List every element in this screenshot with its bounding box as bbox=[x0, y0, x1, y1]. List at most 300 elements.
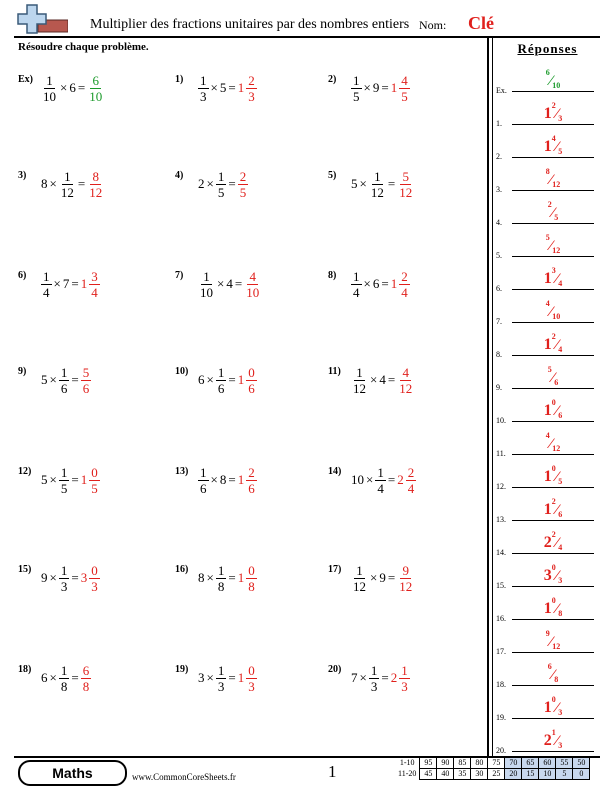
problem-number: 20) bbox=[328, 664, 342, 675]
number: 6 bbox=[69, 80, 76, 95]
numerator: 4 bbox=[249, 268, 256, 284]
problem-expression bbox=[197, 365, 258, 396]
answer-key-row bbox=[494, 427, 600, 460]
score-cell: 75 bbox=[488, 758, 505, 769]
fraction-slash: ⁄ bbox=[555, 700, 559, 716]
denominator: 10 bbox=[246, 284, 260, 300]
numerator: 2 bbox=[401, 268, 408, 284]
numerator: 8 bbox=[545, 167, 550, 176]
numerator: 4 bbox=[551, 134, 556, 143]
problem-expression bbox=[350, 663, 411, 694]
numerator: 6 bbox=[547, 662, 552, 671]
number: 9 bbox=[41, 570, 48, 585]
fraction bbox=[244, 269, 261, 300]
numerator: 1 bbox=[551, 728, 556, 737]
problem-expression bbox=[197, 269, 262, 300]
numerator: 2 bbox=[551, 332, 556, 341]
problem bbox=[328, 154, 415, 214]
numerator: 1 bbox=[60, 364, 68, 380]
problem-expression bbox=[40, 73, 105, 104]
times-sign: × bbox=[49, 372, 57, 387]
fraction bbox=[406, 465, 417, 496]
denominator: 12 bbox=[60, 184, 74, 200]
equals-sign: = bbox=[228, 80, 236, 95]
fraction bbox=[375, 465, 386, 496]
header-divider bbox=[14, 36, 600, 38]
fraction-slash: ⁄ bbox=[549, 436, 553, 452]
times-sign: × bbox=[370, 570, 378, 585]
numerator: 5 bbox=[402, 168, 409, 184]
problem-expression bbox=[350, 365, 415, 396]
denominator: 6 bbox=[60, 380, 68, 396]
fraction-slash: ⁄ bbox=[549, 172, 553, 188]
times-sign: × bbox=[366, 472, 374, 487]
score-cell: 60 bbox=[539, 758, 556, 769]
times-sign: × bbox=[210, 472, 218, 487]
fraction bbox=[399, 269, 410, 300]
answer-key-value bbox=[512, 497, 594, 519]
problem-number: 1) bbox=[175, 74, 184, 85]
problem bbox=[18, 548, 101, 608]
fraction bbox=[89, 269, 100, 300]
score-cell: 45 bbox=[420, 769, 437, 780]
answer-line bbox=[512, 586, 594, 587]
times-sign: × bbox=[49, 472, 57, 487]
equals-sign: = bbox=[387, 472, 396, 487]
score-row bbox=[396, 758, 590, 769]
number: 1 bbox=[237, 80, 245, 95]
numerator: 4 bbox=[545, 431, 550, 440]
fraction bbox=[89, 465, 100, 496]
numerator: 0 bbox=[248, 562, 255, 578]
denominator: 4 bbox=[558, 279, 563, 288]
numerator: 1 bbox=[200, 464, 207, 480]
fraction bbox=[399, 663, 410, 694]
number: 1 bbox=[237, 472, 245, 487]
numerator: 1 bbox=[356, 364, 363, 380]
answer-key-row bbox=[494, 592, 600, 625]
times-sign: × bbox=[49, 176, 57, 191]
number: 1 bbox=[237, 372, 245, 387]
score-cell: 20 bbox=[505, 769, 522, 780]
fraction bbox=[351, 365, 368, 396]
score-cell: 35 bbox=[454, 769, 471, 780]
number: 7 bbox=[351, 670, 358, 685]
denominator: 8 bbox=[60, 678, 68, 694]
answer-key-label: 18. bbox=[496, 680, 506, 689]
fraction bbox=[87, 73, 104, 104]
score-cell: 55 bbox=[556, 758, 573, 769]
fraction-slash: ⁄ bbox=[555, 733, 559, 749]
answer-key-value bbox=[512, 68, 594, 90]
times-sign: × bbox=[206, 372, 214, 387]
fraction bbox=[87, 169, 104, 200]
page-number: 1 bbox=[328, 762, 337, 781]
plus-logo-icon bbox=[16, 2, 68, 40]
problem-expression bbox=[40, 365, 92, 396]
answer-line bbox=[512, 223, 594, 224]
numerator: 1 bbox=[60, 662, 68, 678]
numerator: 1 bbox=[60, 464, 68, 480]
problem-answer bbox=[396, 365, 415, 396]
problem-expression bbox=[350, 465, 417, 496]
problem bbox=[18, 154, 105, 214]
numerator: 1 bbox=[374, 168, 381, 184]
problem bbox=[18, 254, 101, 314]
numerator: 0 bbox=[551, 596, 556, 605]
fraction-slash: ⁄ bbox=[555, 403, 559, 419]
problem-number: 9) bbox=[18, 366, 27, 377]
answer-key-value bbox=[512, 332, 594, 354]
answer-key-value bbox=[512, 563, 594, 585]
problem-expression bbox=[350, 269, 411, 300]
score-cell: 65 bbox=[522, 758, 539, 769]
denominator: 8 bbox=[217, 578, 225, 594]
answer-key-row bbox=[494, 460, 600, 493]
times-sign: × bbox=[359, 670, 367, 685]
problem bbox=[328, 254, 411, 314]
numerator: 2 bbox=[551, 497, 556, 506]
times-sign: × bbox=[49, 570, 57, 585]
score-cell: 40 bbox=[437, 769, 454, 780]
answer-key-label: 8. bbox=[496, 350, 502, 359]
denominator: 3 bbox=[248, 678, 255, 694]
denominator: 3 bbox=[558, 741, 563, 750]
numerator: 1 bbox=[60, 562, 68, 578]
numerator: 1 bbox=[217, 662, 225, 678]
name-label: Nom: bbox=[419, 18, 447, 32]
denominator: 12 bbox=[89, 184, 103, 200]
numerator: 8 bbox=[92, 168, 99, 184]
problem-number: 13) bbox=[175, 466, 189, 477]
score-cell: 25 bbox=[488, 769, 505, 780]
equals-sign: = bbox=[387, 372, 396, 387]
numerator: 1 bbox=[356, 562, 363, 578]
answer-key-label: 16. bbox=[496, 614, 506, 623]
answer-key-value bbox=[512, 134, 594, 156]
fraction bbox=[59, 563, 70, 594]
answer-key-row bbox=[494, 97, 600, 130]
score-table bbox=[396, 757, 590, 780]
problem-number: 8) bbox=[328, 270, 337, 281]
number: 7 bbox=[62, 276, 70, 291]
denominator: 4 bbox=[558, 543, 563, 552]
answers-heading: Réponses bbox=[517, 41, 578, 56]
denominator: 4 bbox=[401, 284, 408, 300]
fraction bbox=[397, 365, 414, 396]
numerator: 1 bbox=[353, 72, 360, 88]
answer-key-label: 17. bbox=[496, 647, 506, 656]
problem-number: Ex) bbox=[18, 74, 33, 85]
numerator: 1 bbox=[200, 72, 207, 88]
whole-number: 1 bbox=[543, 699, 552, 716]
answer-key-row bbox=[494, 394, 600, 427]
denominator: 6 bbox=[554, 378, 559, 387]
whole-number: 3 bbox=[543, 567, 552, 584]
denominator: 12 bbox=[552, 246, 561, 255]
denominator: 6 bbox=[248, 480, 255, 496]
problem-number: 7) bbox=[175, 270, 184, 281]
answer-line bbox=[512, 454, 594, 455]
denominator: 5 bbox=[401, 88, 408, 104]
score-cell: 50 bbox=[573, 758, 590, 769]
whole-number: 1 bbox=[543, 138, 552, 155]
denominator: 6 bbox=[217, 380, 225, 396]
fraction-slash: ⁄ bbox=[551, 667, 555, 683]
fraction bbox=[89, 563, 100, 594]
answer-line bbox=[512, 190, 594, 191]
fraction bbox=[246, 73, 257, 104]
numerator: 1 bbox=[401, 662, 408, 678]
equals-sign: = bbox=[71, 472, 79, 487]
answer-line bbox=[512, 355, 594, 356]
numerator: 0 bbox=[551, 695, 556, 704]
answer-line bbox=[512, 256, 594, 257]
answer-key-label: 5. bbox=[496, 251, 502, 260]
score-row-label: 1-10 bbox=[399, 758, 415, 767]
answer-key-label: 19. bbox=[496, 713, 506, 722]
denominator: 3 bbox=[200, 88, 207, 104]
problem-number: 4) bbox=[175, 170, 184, 181]
denominator: 6 bbox=[82, 380, 90, 396]
problem-number: 3) bbox=[18, 170, 27, 181]
answer-key-label: Clé bbox=[468, 13, 494, 33]
numerator: 5 bbox=[82, 364, 90, 380]
equals-sign: = bbox=[381, 670, 389, 685]
answer-key-row bbox=[494, 625, 600, 658]
denominator: 3 bbox=[217, 678, 225, 694]
numerator: 1 bbox=[64, 168, 71, 184]
fraction bbox=[81, 365, 92, 396]
denominator: 12 bbox=[399, 578, 413, 594]
numerator: 2 bbox=[551, 101, 556, 110]
score-cell: 10 bbox=[539, 769, 556, 780]
problem-number: 6) bbox=[18, 270, 27, 281]
number: 9 bbox=[372, 80, 380, 95]
answer-line bbox=[512, 619, 594, 620]
equals-sign: = bbox=[77, 80, 86, 95]
problem-answer bbox=[237, 365, 258, 396]
denominator: 3 bbox=[91, 578, 98, 594]
score-row-label: 11-20 bbox=[398, 769, 417, 778]
number: 1 bbox=[390, 276, 398, 291]
times-sign: × bbox=[359, 176, 367, 191]
fraction bbox=[59, 169, 76, 200]
answer-key-value bbox=[512, 101, 594, 123]
answer-key-value bbox=[512, 299, 594, 321]
fraction-slash: ⁄ bbox=[555, 469, 559, 485]
denominator: 5 bbox=[60, 480, 68, 496]
number: 2 bbox=[198, 176, 205, 191]
whole-number: 1 bbox=[543, 600, 552, 617]
denominator: 3 bbox=[370, 678, 378, 694]
denominator: 4 bbox=[353, 284, 360, 300]
problem-answer bbox=[390, 663, 411, 694]
fraction-slash: ⁄ bbox=[549, 304, 553, 320]
numerator: 3 bbox=[91, 268, 98, 284]
denominator: 3 bbox=[401, 678, 408, 694]
equals-sign: = bbox=[228, 670, 236, 685]
problem-answer bbox=[390, 73, 411, 104]
fraction bbox=[238, 169, 249, 200]
answer-key-value bbox=[512, 530, 594, 552]
denominator: 12 bbox=[353, 380, 366, 396]
answer-key-row bbox=[494, 691, 600, 724]
times-sign: × bbox=[363, 276, 371, 291]
answer-key-label: 4. bbox=[496, 218, 502, 227]
problem-expression bbox=[197, 563, 258, 594]
denominator: 6 bbox=[558, 510, 563, 519]
problem bbox=[328, 548, 415, 608]
problem-number: 19) bbox=[175, 664, 189, 675]
fraction bbox=[246, 365, 257, 396]
score-cell: 0 bbox=[573, 769, 590, 780]
answer-key-value bbox=[512, 662, 594, 684]
numerator: 1 bbox=[353, 268, 360, 284]
problem bbox=[175, 350, 258, 410]
number: 4 bbox=[226, 276, 233, 291]
score-cell: 70 bbox=[505, 758, 522, 769]
problem bbox=[18, 648, 92, 708]
fraction bbox=[41, 269, 52, 300]
whole-number: 1 bbox=[543, 105, 552, 122]
denominator: 12 bbox=[552, 642, 561, 651]
answer-key-row bbox=[494, 493, 600, 526]
fraction bbox=[59, 365, 70, 396]
number: 8 bbox=[219, 472, 227, 487]
denominator: 8 bbox=[554, 675, 559, 684]
numerator: 4 bbox=[402, 364, 409, 380]
number: 8 bbox=[41, 176, 48, 191]
times-sign: × bbox=[206, 176, 214, 191]
denominator: 3 bbox=[558, 708, 563, 717]
number: 9 bbox=[379, 570, 386, 585]
problem-answer bbox=[86, 169, 105, 200]
fraction bbox=[216, 563, 227, 594]
whole-number: 2 bbox=[543, 534, 552, 551]
fraction-slash: ⁄ bbox=[555, 337, 559, 353]
denominator: 6 bbox=[558, 411, 563, 420]
numerator: 1 bbox=[377, 464, 384, 480]
numerator: 1 bbox=[217, 364, 225, 380]
equals-sign: = bbox=[71, 276, 79, 291]
problem-answer bbox=[237, 663, 258, 694]
denominator: 3 bbox=[60, 578, 68, 594]
answer-key-value bbox=[512, 398, 594, 420]
problem-answer bbox=[396, 465, 417, 496]
numerator: 0 bbox=[248, 662, 255, 678]
fraction bbox=[369, 169, 386, 200]
problem bbox=[18, 450, 101, 510]
times-sign: × bbox=[60, 80, 68, 95]
number: 5 bbox=[41, 372, 48, 387]
denominator: 10 bbox=[552, 81, 561, 90]
fraction-slash: ⁄ bbox=[549, 238, 553, 254]
times-sign: × bbox=[217, 276, 225, 291]
answer-key-row bbox=[494, 130, 600, 163]
answer-key-value bbox=[512, 431, 594, 453]
answer-line bbox=[512, 652, 594, 653]
denominator: 5 bbox=[554, 213, 559, 222]
numerator: 9 bbox=[545, 629, 550, 638]
problem bbox=[175, 648, 258, 708]
denominator: 4 bbox=[558, 345, 563, 354]
number: 6 bbox=[41, 670, 48, 685]
problem-answer bbox=[80, 563, 101, 594]
denominator: 5 bbox=[353, 88, 360, 104]
equals-sign: = bbox=[77, 176, 86, 191]
fraction bbox=[59, 465, 70, 496]
numerator: 2 bbox=[248, 464, 255, 480]
denominator: 3 bbox=[558, 114, 563, 123]
problem-number: 10) bbox=[175, 366, 189, 377]
fraction-slash: ⁄ bbox=[555, 601, 559, 617]
problem-answer bbox=[80, 365, 93, 396]
equals-sign: = bbox=[387, 176, 396, 191]
denominator: 6 bbox=[248, 380, 255, 396]
denominator: 10 bbox=[43, 88, 56, 104]
fraction bbox=[41, 73, 58, 104]
fraction bbox=[246, 663, 257, 694]
denominator: 3 bbox=[558, 576, 563, 585]
answer-key-row bbox=[494, 361, 600, 394]
problem-expression bbox=[197, 73, 258, 104]
denominator: 4 bbox=[91, 284, 98, 300]
numerator: 0 bbox=[248, 364, 255, 380]
answer-key-label: 20. bbox=[496, 746, 506, 755]
numerator: 0 bbox=[91, 464, 98, 480]
answer-key-label: 10. bbox=[496, 416, 506, 425]
answer-key-label: 13. bbox=[496, 515, 506, 524]
fraction bbox=[399, 73, 410, 104]
fraction bbox=[351, 563, 368, 594]
numerator: 2 bbox=[248, 72, 255, 88]
problem-number: 18) bbox=[18, 664, 32, 675]
answer-key-value bbox=[512, 464, 594, 486]
answer-line bbox=[512, 124, 594, 125]
whole-number: 1 bbox=[543, 501, 552, 518]
problem bbox=[175, 254, 262, 314]
score-cell: 5 bbox=[556, 769, 573, 780]
answer-key-value bbox=[512, 167, 594, 189]
answer-column-divider-inner bbox=[492, 38, 493, 756]
problem-answer bbox=[80, 465, 101, 496]
score-row bbox=[396, 769, 590, 780]
equals-sign: = bbox=[228, 372, 236, 387]
answer-line bbox=[512, 487, 594, 488]
answer-key-label: 15. bbox=[496, 581, 506, 590]
answer-key-row bbox=[494, 163, 600, 196]
problem-expression bbox=[350, 563, 415, 594]
website-link[interactable]: www.CommonCoreSheets.fr bbox=[132, 772, 236, 782]
numerator: 2 bbox=[547, 200, 552, 209]
denominator: 10 bbox=[89, 88, 103, 104]
answer-key-value bbox=[512, 728, 594, 750]
denominator: 8 bbox=[558, 609, 563, 618]
answer-key-label: 3. bbox=[496, 185, 502, 194]
equals-sign: = bbox=[381, 80, 389, 95]
problem-answer bbox=[396, 563, 415, 594]
answer-key-label: Ex. bbox=[496, 86, 507, 95]
number: 1 bbox=[80, 276, 88, 291]
numerator: 1 bbox=[46, 72, 53, 88]
numerator: 3 bbox=[551, 266, 556, 275]
problem-answer bbox=[237, 465, 258, 496]
answer-key-row bbox=[494, 526, 600, 559]
answer-line bbox=[512, 685, 594, 686]
answer-key-label: 6. bbox=[496, 284, 502, 293]
problem-number: 17) bbox=[328, 564, 342, 575]
